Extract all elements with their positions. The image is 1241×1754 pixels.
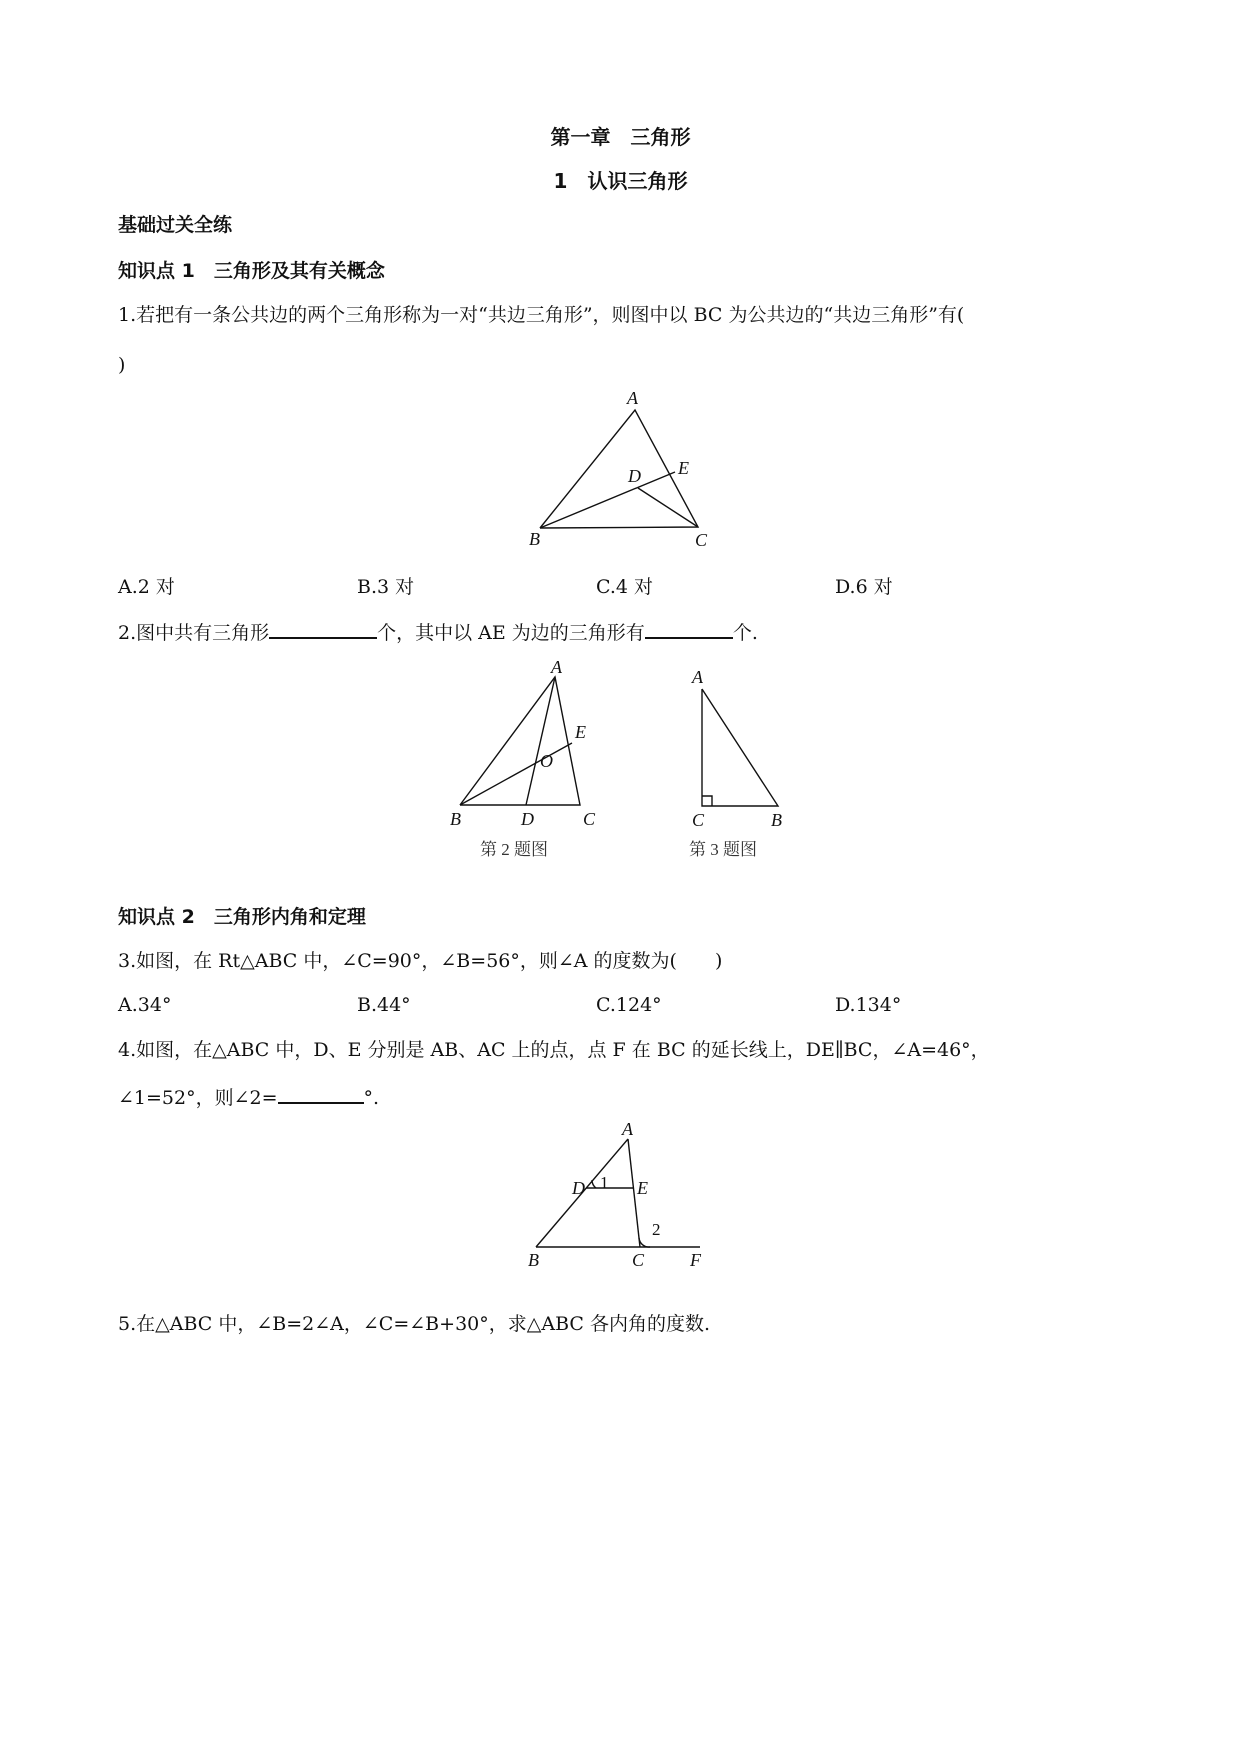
label-c: C (695, 530, 708, 550)
q2-blank-1 (269, 623, 377, 639)
label-d: D (628, 466, 641, 486)
figure-3-caption: 第 3 题图 (689, 840, 757, 859)
q1-option-d: D.6 对 (835, 576, 893, 598)
question-2-text (118, 623, 758, 643)
label-f-4: F (690, 1250, 701, 1270)
label-b-2: B (450, 809, 461, 829)
label-e: E (678, 458, 689, 478)
segment-be (540, 472, 675, 528)
question-4-line-1: 4.如图，在△ABC 中，D、E 分别是 AB、AC 上的点，点 F 在 BC 的延长线上，DE∥BC，∠A=46°， (118, 1039, 990, 1061)
label-angle-2: 2 (652, 1220, 661, 1239)
label-c-3: C (692, 810, 705, 830)
q1-option-c: C.4 对 (596, 576, 654, 598)
label-e-4: E (637, 1178, 648, 1198)
knowledge-point-2-title: 知识点 2 三角形内角和定理 (118, 906, 366, 928)
knowledge-point-1-title: 知识点 1 三角形及其有关概念 (118, 260, 385, 282)
q3-option-a: A.34° (118, 994, 172, 1016)
label-b-3: B (771, 810, 782, 830)
label-b: B (529, 529, 540, 549)
question-1-text: 1.若把有一条公共边的两个三角形称为一对“共边三角形”，则图中以 BC 为公共边的“共边三角形”有( (118, 304, 965, 326)
angle-1-arc (592, 1180, 596, 1188)
q4-part-a: ∠1=52°，则∠2= (118, 1087, 278, 1109)
question-5-text: 5.在△ABC 中，∠B=2∠A，∠C=∠B+30°，求△ABC 各内角的度数. (118, 1313, 711, 1335)
figure-question-3 (670, 655, 810, 865)
q3-option-d: D.134° (835, 994, 902, 1016)
label-c-4: C (632, 1250, 645, 1270)
part-title: 基础过关全练 (118, 214, 233, 236)
segment-dc (638, 488, 698, 527)
q1-option-b: B.3 对 (357, 576, 415, 598)
figure-question-1 (520, 385, 720, 555)
right-angle-mark (702, 796, 712, 806)
q2-part-b: 个，其中以 AE 为边的三角形有 (377, 622, 645, 644)
section-title: 1 认识三角形 (553, 169, 688, 193)
question-1-close: ) (118, 354, 126, 376)
q2-blank-2 (645, 623, 733, 639)
label-d-2: D (521, 809, 534, 829)
q3-option-c: C.124° (596, 994, 662, 1016)
label-a-2: A (551, 657, 562, 677)
q3-option-b: B.44° (357, 994, 411, 1016)
label-b-4: B (528, 1250, 539, 1270)
label-a-3: A (692, 667, 703, 687)
angle-2-arc (639, 1238, 650, 1247)
figure-2-caption: 第 2 题图 (480, 840, 548, 859)
label-e-2: E (575, 722, 586, 742)
right-triangle-acb (702, 689, 778, 806)
figure-question-2 (440, 655, 610, 865)
q2-part-c: 个. (732, 622, 758, 644)
label-a-4: A (622, 1119, 633, 1139)
segment-be-2 (460, 743, 572, 805)
label-a: A (627, 388, 638, 408)
label-c-2: C (583, 809, 596, 829)
triangle-abc-2 (460, 677, 580, 805)
q4-blank (278, 1088, 364, 1104)
label-o: O (540, 751, 553, 771)
chapter-title: 第一章 三角形 (550, 125, 691, 149)
label-d-4: D (572, 1178, 585, 1198)
q2-part-a: 2.图中共有三角形 (118, 622, 270, 644)
label-angle-1: 1 (600, 1173, 609, 1192)
question-4-line-2 (118, 1088, 379, 1108)
triangle-abc (540, 410, 698, 528)
q1-option-a: A.2 对 (118, 576, 175, 598)
q4-part-b: °. (363, 1087, 380, 1109)
figure-question-4 (520, 1118, 720, 1273)
question-3-text: 3.如图，在 Rt△ABC 中，∠C=90°，∠B=56°，则∠A 的度数为( ) (118, 950, 723, 972)
